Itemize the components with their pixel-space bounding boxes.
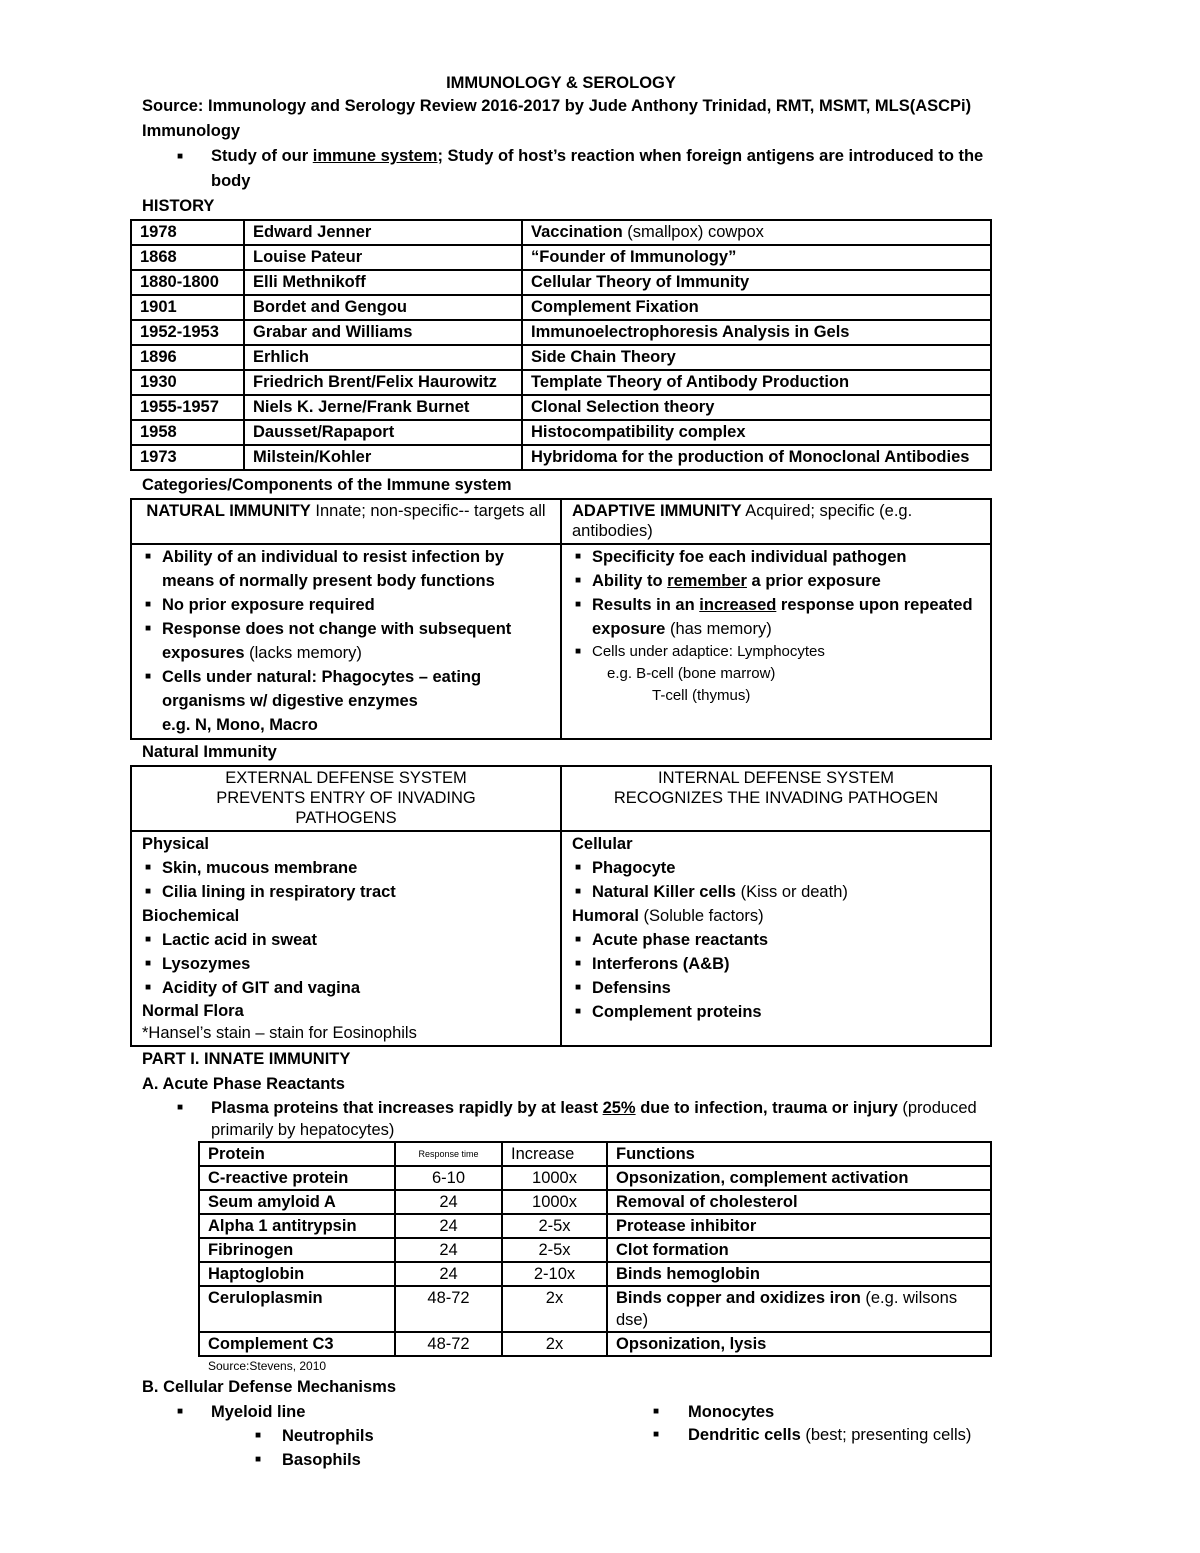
apr-protein: Ceruloplasmin [199,1286,395,1332]
history-contribution: Hybridoma for the production of Monoclonal Antibodies [522,445,991,470]
document-page [130,72,992,1472]
table-row [199,1262,991,1286]
list-item: ■ Natural Killer cells (Kiss or death) [572,880,980,904]
acute-phase-reactants-table [198,1141,992,1357]
bullet-icon: ■ [575,551,582,562]
history-person: Erhlich [244,345,522,370]
internal-defense-header: INTERNAL DEFENSE SYSTEM RECOGNIZES THE INVADING PATHOGEN [561,766,991,831]
history-row [131,420,991,445]
apr-response: 48-72 [395,1332,502,1356]
column-1 [130,1400,650,1472]
bullet-icon: ■ [145,886,152,897]
history-year: 1896 [131,345,244,370]
history-row [131,345,991,370]
apr-increase: 1000x [502,1190,607,1214]
natural-immunity-heading: Natural Immunity [142,743,277,761]
history-person: Edward Jenner [244,220,522,245]
apr-protein: Fibrinogen [199,1238,395,1262]
history-year: 1901 [131,295,244,320]
apr-function: Clot formation [607,1238,991,1262]
history-contribution: Template Theory of Antibody Production [522,370,991,395]
adaptive-immunity-cell [561,544,991,739]
bullet-icon: ■ [177,1406,184,1417]
apr-function: Protease inhibitor [607,1214,991,1238]
apr-protein: Haptoglobin [199,1262,395,1286]
list-item: ■ Acute phase reactants [572,928,980,952]
list-item: ■ Acidity of GIT and vagina [142,976,550,1000]
table-row [199,1190,991,1214]
col-header-functions: Functions [607,1142,991,1166]
history-year: 1978 [131,220,244,245]
bullet-icon: ■ [145,982,152,993]
apr-increase: 2x [502,1332,607,1356]
list-item: ■ Cells under natural: Phagocytes – eating organisms w/ digestive enzymes [142,665,550,713]
part1-heading: PART I. INNATE IMMUNITY [142,1050,351,1068]
adaptive-immunity-header: ADAPTIVE IMMUNITY Acquired; specific (e.g. antibodies) [561,499,991,544]
bullet-icon: ■ [145,958,152,969]
apr-protein: Alpha 1 antitrypsin [199,1214,395,1238]
history-year: 1952-1953 [131,320,244,345]
immunity-categories-table [130,498,992,740]
bullet-icon: ■ [145,599,152,610]
list-item: ■ Dendritic cells (best; presenting cells) [653,1426,972,1444]
bullet-icon: ■ [575,886,582,897]
history-year: 1973 [131,445,244,470]
natural-immunity-header: NATURAL IMMUNITY Innate; non-specific-- targets all [131,499,561,544]
list-item: ■ Response does not change with subsequent exposures (lacks memory) [142,617,550,665]
bullet-icon: ■ [177,151,184,162]
list-item: ■ Lactic acid in sweat [142,928,550,952]
list-item: ■ Myeloid line [130,1400,650,1424]
apr-function: Opsonization, complement activation [607,1166,991,1190]
history-contribution: Immunoelectrophoresis Analysis in Gels [522,320,991,345]
history-row [131,395,991,420]
history-person: Dausset/Rapaport [244,420,522,445]
history-person: Bordet and Gengou [244,295,522,320]
bullet-icon: ■ [575,934,582,945]
column-2 [650,1400,992,1472]
list-item: ■ Ability of an individual to resist infection by means of normally present body functions [142,545,550,593]
apr-increase: 2-10x [502,1262,607,1286]
apr-increase: 2-5x [502,1238,607,1262]
history-year: 1880-1800 [131,270,244,295]
adaptive-example-b: e.g. B-cell (bone marrow) [607,665,776,682]
col-header-response: Response time [395,1142,502,1166]
adaptive-example-t: T-cell (thymus) [652,687,751,704]
bullet-icon: ■ [653,1429,660,1440]
bullet-icon: ■ [145,623,152,634]
history-year: 1930 [131,370,244,395]
history-table [130,219,992,471]
history-person: Niels K. Jerne/Frank Burnet [244,395,522,420]
categories-heading: Categories/Components of the Immune system [142,476,512,494]
history-row [131,445,991,470]
apr-protein: Seum amyloid A [199,1190,395,1214]
history-row [131,245,991,270]
history-contribution: “Founder of Immunology” [522,245,991,270]
list-item: ■ Specificity foe each individual pathogen [572,545,980,569]
defense-system-table [130,765,992,1047]
apr-function: Opsonization, lysis [607,1332,991,1356]
history-contribution: Cellular Theory of Immunity [522,270,991,295]
hansel-note: *Hansel’s stain – stain for Eosinophils [142,1024,417,1042]
bullet-icon: ■ [255,1430,262,1441]
bullet-icon: ■ [575,1006,582,1017]
list-item: ■ Skin, mucous membrane [142,856,550,880]
table-row [199,1214,991,1238]
history-person: Elli Methnikoff [244,270,522,295]
document-title: IMMUNOLOGY & SEROLOGY [446,74,676,92]
col-header-protein: Protein [199,1142,395,1166]
bullet-icon: ■ [575,575,582,586]
apr-function: Removal of cholesterol [607,1190,991,1214]
apr-increase: 1000x [502,1166,607,1190]
history-person: Milstein/Kohler [244,445,522,470]
bullet-icon: ■ [177,1102,184,1113]
section-b-heading: B. Cellular Defense Mechanisms [142,1378,397,1396]
list-item: ■ Interferons (A&B) [572,952,980,976]
history-person: Friedrich Brent/Felix Haurowitz [244,370,522,395]
list-item: ■ Complement proteins [572,1000,980,1024]
list-item: ■ Monocytes [650,1400,992,1424]
list-item: ■ Cells under adaptice: Lymphocytes [572,641,980,663]
history-year: 1958 [131,420,244,445]
section-a-heading: A. Acute Phase Reactants [142,1075,345,1093]
history-row [131,220,991,245]
history-year: 1868 [131,245,244,270]
immunology-heading: Immunology [142,122,241,140]
bullet-icon: ■ [145,862,152,873]
table-row [199,1238,991,1262]
history-person: Grabar and Williams [244,320,522,345]
apr-response: 48-72 [395,1286,502,1332]
natural-immunity-cell [131,544,561,739]
bullet-icon: ■ [145,551,152,562]
list-item: ■ Results in an increased response upon repeated exposure (has memory) [572,593,980,641]
apr-function: Binds hemoglobin [607,1262,991,1286]
bullet-icon: ■ [145,934,152,945]
list-item: ■ Phagocyte [572,856,980,880]
apr-protein: C-reactive protein [199,1166,395,1190]
definition-bullet: ■ Study of our immune system; Study of host’s reaction when foreign antigens are introduced to the body [130,144,992,194]
history-contribution: Clonal Selection theory [522,395,991,420]
bullet-icon: ■ [575,958,582,969]
bullet-icon: ■ [575,599,582,610]
history-year: 1955-1957 [131,395,244,420]
apr-increase: 2-5x [502,1214,607,1238]
apr-response: 6-10 [395,1166,502,1190]
apr-response: 24 [395,1238,502,1262]
external-defense-header: EXTERNAL DEFENSE SYSTEM PREVENTS ENTRY OF INVADING PATHOGENS [131,766,561,831]
apr-increase: 2x [502,1286,607,1332]
bullet-icon: ■ [575,646,582,657]
list-item: ■ Lysozymes [142,952,550,976]
history-person: Louise Pateur [244,245,522,270]
external-defense-cell: Physical ■ Skin, mucous membrane ■ Cilia lining in respiratory tract Biochemical ■ Lactic acid in sweat ■ Lysozymes ■ Acidity of GIT and vagina Normal Flora *Hansel’s stain – stain for Eosinophils [131,831,561,1046]
history-contribution: Histocompatibility complex [522,420,991,445]
bullet-icon: ■ [145,671,152,682]
list-item: ■ Ability to remember a prior exposure [572,569,980,593]
history-contribution: Complement Fixation [522,295,991,320]
apr-response: 24 [395,1262,502,1286]
history-row [131,370,991,395]
table-row [199,1332,991,1356]
internal-defense-cell: Cellular ■ Phagocyte ■ Natural Killer cells (Kiss or death) Humoral (Soluble factors) ■ Acute phase reactants ■ Interferons (A&B) ■ Defensins ■ Complement proteins [561,831,991,1046]
apr-function: Binds copper and oxidizes iron (e.g. wilsons dse) [607,1286,991,1332]
history-row [131,295,991,320]
list-item: ■ Defensins [572,976,980,1000]
bullet-icon: ■ [575,862,582,873]
history-row [131,320,991,345]
history-heading: HISTORY [142,197,215,215]
table-row [199,1286,991,1332]
bullet-icon: ■ [255,1454,262,1465]
apr-source: Source:Stevens, 2010 [208,1359,327,1373]
list-item: ■ No prior exposure required [142,593,550,617]
list-item: ■ Basophils [130,1448,650,1472]
list-item: ■ Neutrophils [130,1424,650,1448]
history-row [131,270,991,295]
bullet-icon: ■ [575,982,582,993]
apr-response: 24 [395,1190,502,1214]
apr-protein: Complement C3 [199,1332,395,1356]
cellular-defense-columns [130,1400,992,1472]
apr-description: ■ Plasma proteins that increases rapidly by at least 25% due to infection, trauma or injury (produced primarily by hepatocytes) [177,1099,977,1139]
history-contribution: Side Chain Theory [522,345,991,370]
table-row [199,1166,991,1190]
source-line: Source: Immunology and Serology Review 2016-2017 by Jude Anthony Trinidad, RMT, MSMT, MLS(ASCPi) [142,97,972,115]
apr-response: 24 [395,1214,502,1238]
bullet-icon: ■ [653,1406,660,1417]
history-contribution: Vaccination (smallpox) cowpox [522,220,991,245]
col-header-increase: Increase [502,1142,607,1166]
natural-example: e.g. N, Mono, Macro [162,716,318,734]
list-item: ■ Cilia lining in respiratory tract [142,880,550,904]
